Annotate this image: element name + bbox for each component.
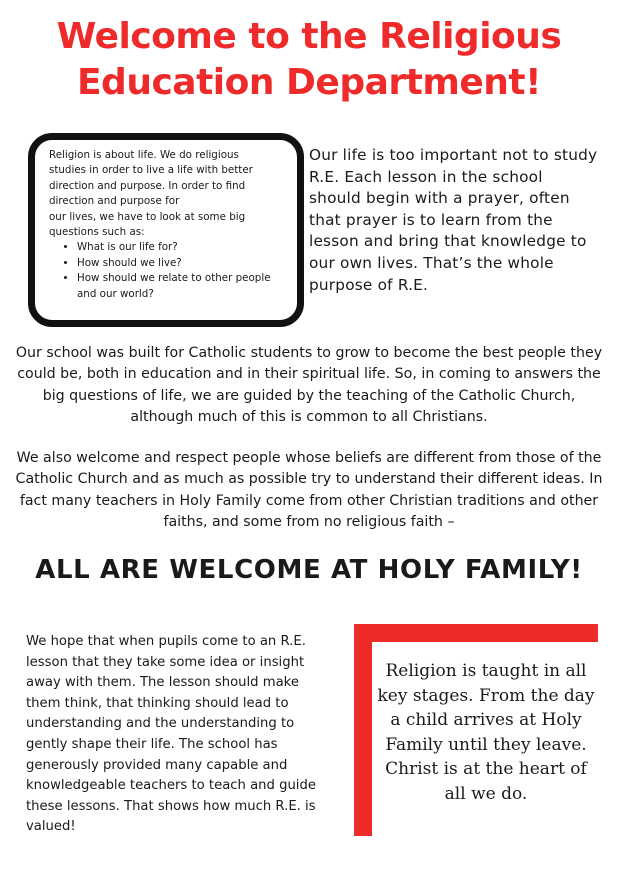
red-frame-horizontal bbox=[354, 624, 598, 642]
welcome-paragraph: We also welcome and respect people whose beliefs are different from those of the Catholic Church and as much as possible try to understand their different ideas. In fact many teachers in Holy Family come from other Christian traditions and other faiths, and some from no religious faith – bbox=[15, 450, 603, 531]
quote-line-2: Christ is at the heart of all we do. bbox=[385, 759, 587, 804]
intro-line: our lives, we have to look at some big bbox=[49, 210, 246, 223]
page-title-line-1: Welcome to the Religious bbox=[56, 16, 562, 57]
intro-line: studies in order to live a life with better bbox=[49, 164, 253, 177]
catholic-paragraph: Our school was built for Catholic students to grow to become the best people they could be, both in education and in their spiritual life. So, in coming to answers the big questions of life, we are guided by the teaching of the Catholic Church, although much of this is common to all Christians. bbox=[15, 345, 603, 426]
question-item: • What is our life for? bbox=[77, 240, 283, 255]
intro-line: direction and purpose for bbox=[49, 195, 180, 208]
page-title-line-2: Education Department! bbox=[76, 62, 542, 103]
red-frame-vertical bbox=[354, 624, 372, 836]
intro-line: Religion is about life. We do religious bbox=[49, 149, 239, 161]
questions-list bbox=[49, 240, 283, 302]
quote-line-1: Religion is taught in all key stages. From the day a child arrives at Holy Family until they leave. bbox=[377, 661, 595, 755]
intro-right-text: Our life is too important not to study R.E. Each lesson in the school should begin with a prayer, often that prayer is to learn from the lesson and bring that knowledge to our own lives. That’s the whole purpose of R.E. bbox=[309, 146, 598, 294]
question-item: • How should we live? bbox=[77, 256, 283, 271]
intro-box-text bbox=[49, 148, 283, 240]
quote-box bbox=[376, 659, 596, 806]
intro-box bbox=[28, 133, 304, 327]
welcome-banner: ALL ARE WELCOME AT HOLY FAMILY! bbox=[35, 555, 583, 585]
page-title bbox=[0, 14, 618, 106]
question-item: • How should we relate to other people and our world? bbox=[77, 271, 283, 302]
lesson-paragraph: We hope that when pupils come to an R.E. lesson that they take some idea or insight away with them. The lesson should make them think, that thinking should lead to understanding and the understanding to gently shape their life. The school has generously provided many capable and knowledgeable teachers to teach and guide these lessons. That shows how much R.E. is valued! bbox=[26, 634, 316, 835]
intro-line: direction and purpose. In order to find bbox=[49, 179, 246, 192]
intro-line: questions such as: bbox=[49, 226, 145, 239]
